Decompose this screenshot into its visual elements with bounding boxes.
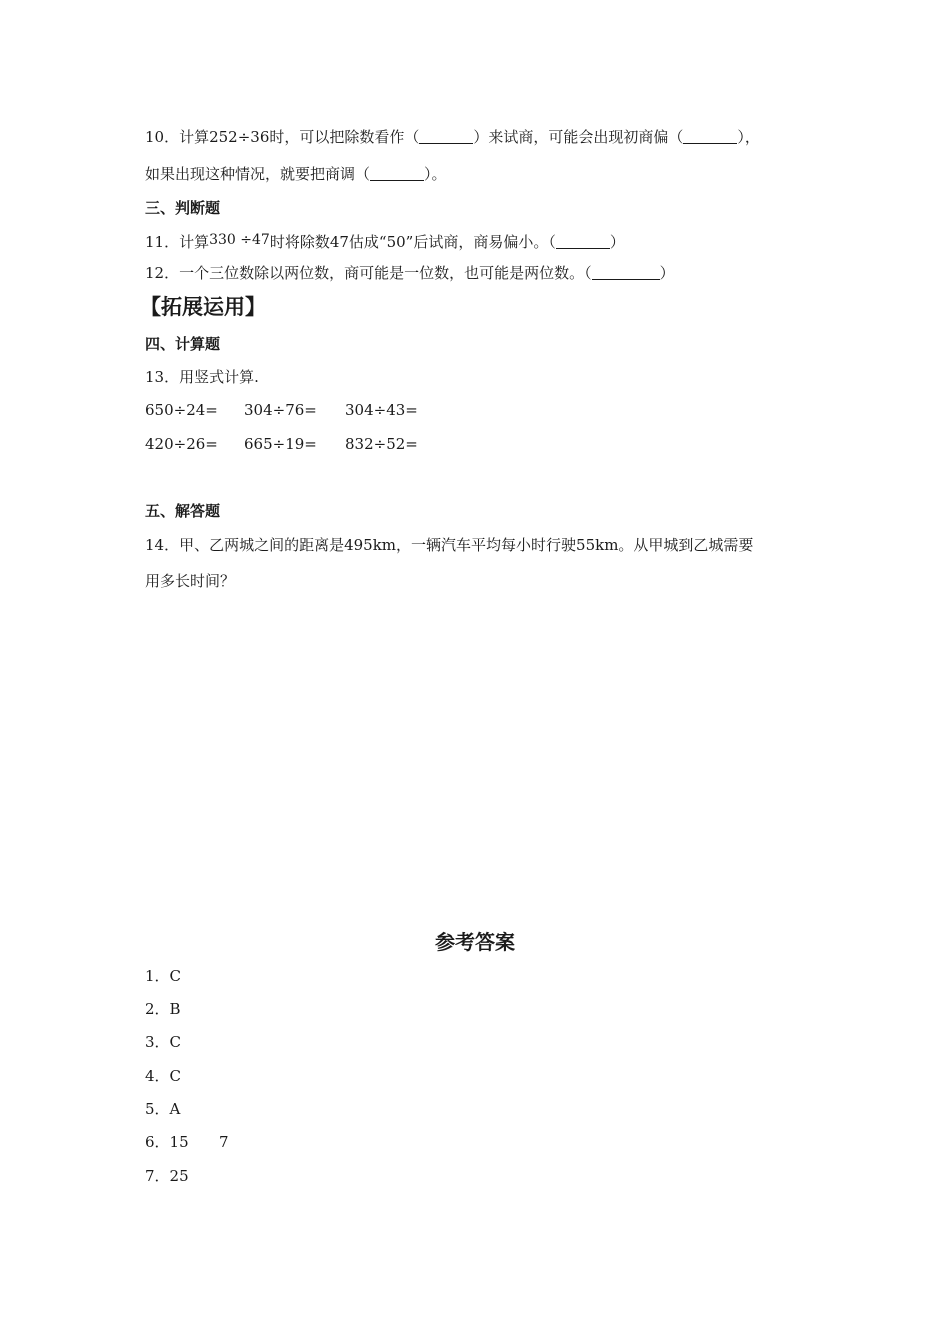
q11-expression: 330 ÷47	[209, 232, 270, 248]
q10-blank-2[interactable]	[683, 129, 737, 144]
section-heading-answer: 五、解答题	[145, 502, 221, 520]
answers-title: 参考答案	[435, 930, 515, 954]
answer-item: 1．C	[145, 967, 182, 985]
q10-blank-1[interactable]	[419, 129, 473, 144]
q11-text-a: 11．计算	[145, 233, 210, 251]
q12-text-c: ）	[659, 264, 675, 282]
q13-expr: 304÷43=	[345, 401, 418, 419]
q14-line2: 用多长时间？	[145, 572, 236, 590]
q10-line1	[145, 127, 760, 147]
q12-blank[interactable]	[592, 265, 660, 280]
q13-expr: 665÷19=	[244, 435, 317, 453]
q13-expr: 304÷76=	[244, 401, 317, 419]
q14-line1: 14．甲、乙两城之间的距离是495km，一辆汽车平均每小时行驶55km。从甲城到乙城需要	[145, 536, 754, 554]
answer-item-6-second: 7	[219, 1133, 229, 1151]
q11-text-c: ）	[609, 233, 625, 251]
q10-line2	[145, 164, 447, 184]
q10-text-c: ），	[737, 128, 760, 146]
q13-expr: 832÷52=	[345, 435, 418, 453]
q11-blank[interactable]	[556, 234, 610, 249]
q10-text-b: ）来试商，可能会出现初商偏（	[473, 128, 684, 146]
answer-item: 6．15	[145, 1133, 189, 1151]
q10-text-a: 10．计算252÷36时，可以把除数看作（	[145, 128, 420, 146]
q10-text-e: ）。	[424, 165, 447, 183]
answer-item: 7．25	[145, 1167, 189, 1185]
section-heading-calculation: 四、计算题	[145, 335, 221, 353]
answer-item: 3．C	[145, 1033, 182, 1051]
q12-line	[145, 263, 675, 283]
answer-item: 5．A	[145, 1100, 181, 1118]
q13-expr: 650÷24=	[145, 401, 218, 419]
q11-line	[145, 230, 625, 252]
q10-blank-3[interactable]	[370, 166, 424, 181]
q13-prompt: 13．用竖式计算.	[145, 368, 259, 386]
extend-heading: 【拓展运用】	[140, 295, 266, 319]
answer-item: 4．C	[145, 1067, 182, 1085]
q13-expr: 420÷26=	[145, 435, 218, 453]
q12-text-a: 12．一个三位数除以两位数，商可能是一位数，也可能是两位数。（	[145, 264, 592, 282]
answer-item: 2．B	[145, 1000, 181, 1018]
section-heading-judgement: 三、判断题	[145, 199, 221, 217]
q11-text-b: 时将除数47估成“50”后试商，商易偏小。（	[269, 233, 556, 251]
q10-text-d: 如果出现这种情况，就要把商调（	[145, 165, 371, 183]
